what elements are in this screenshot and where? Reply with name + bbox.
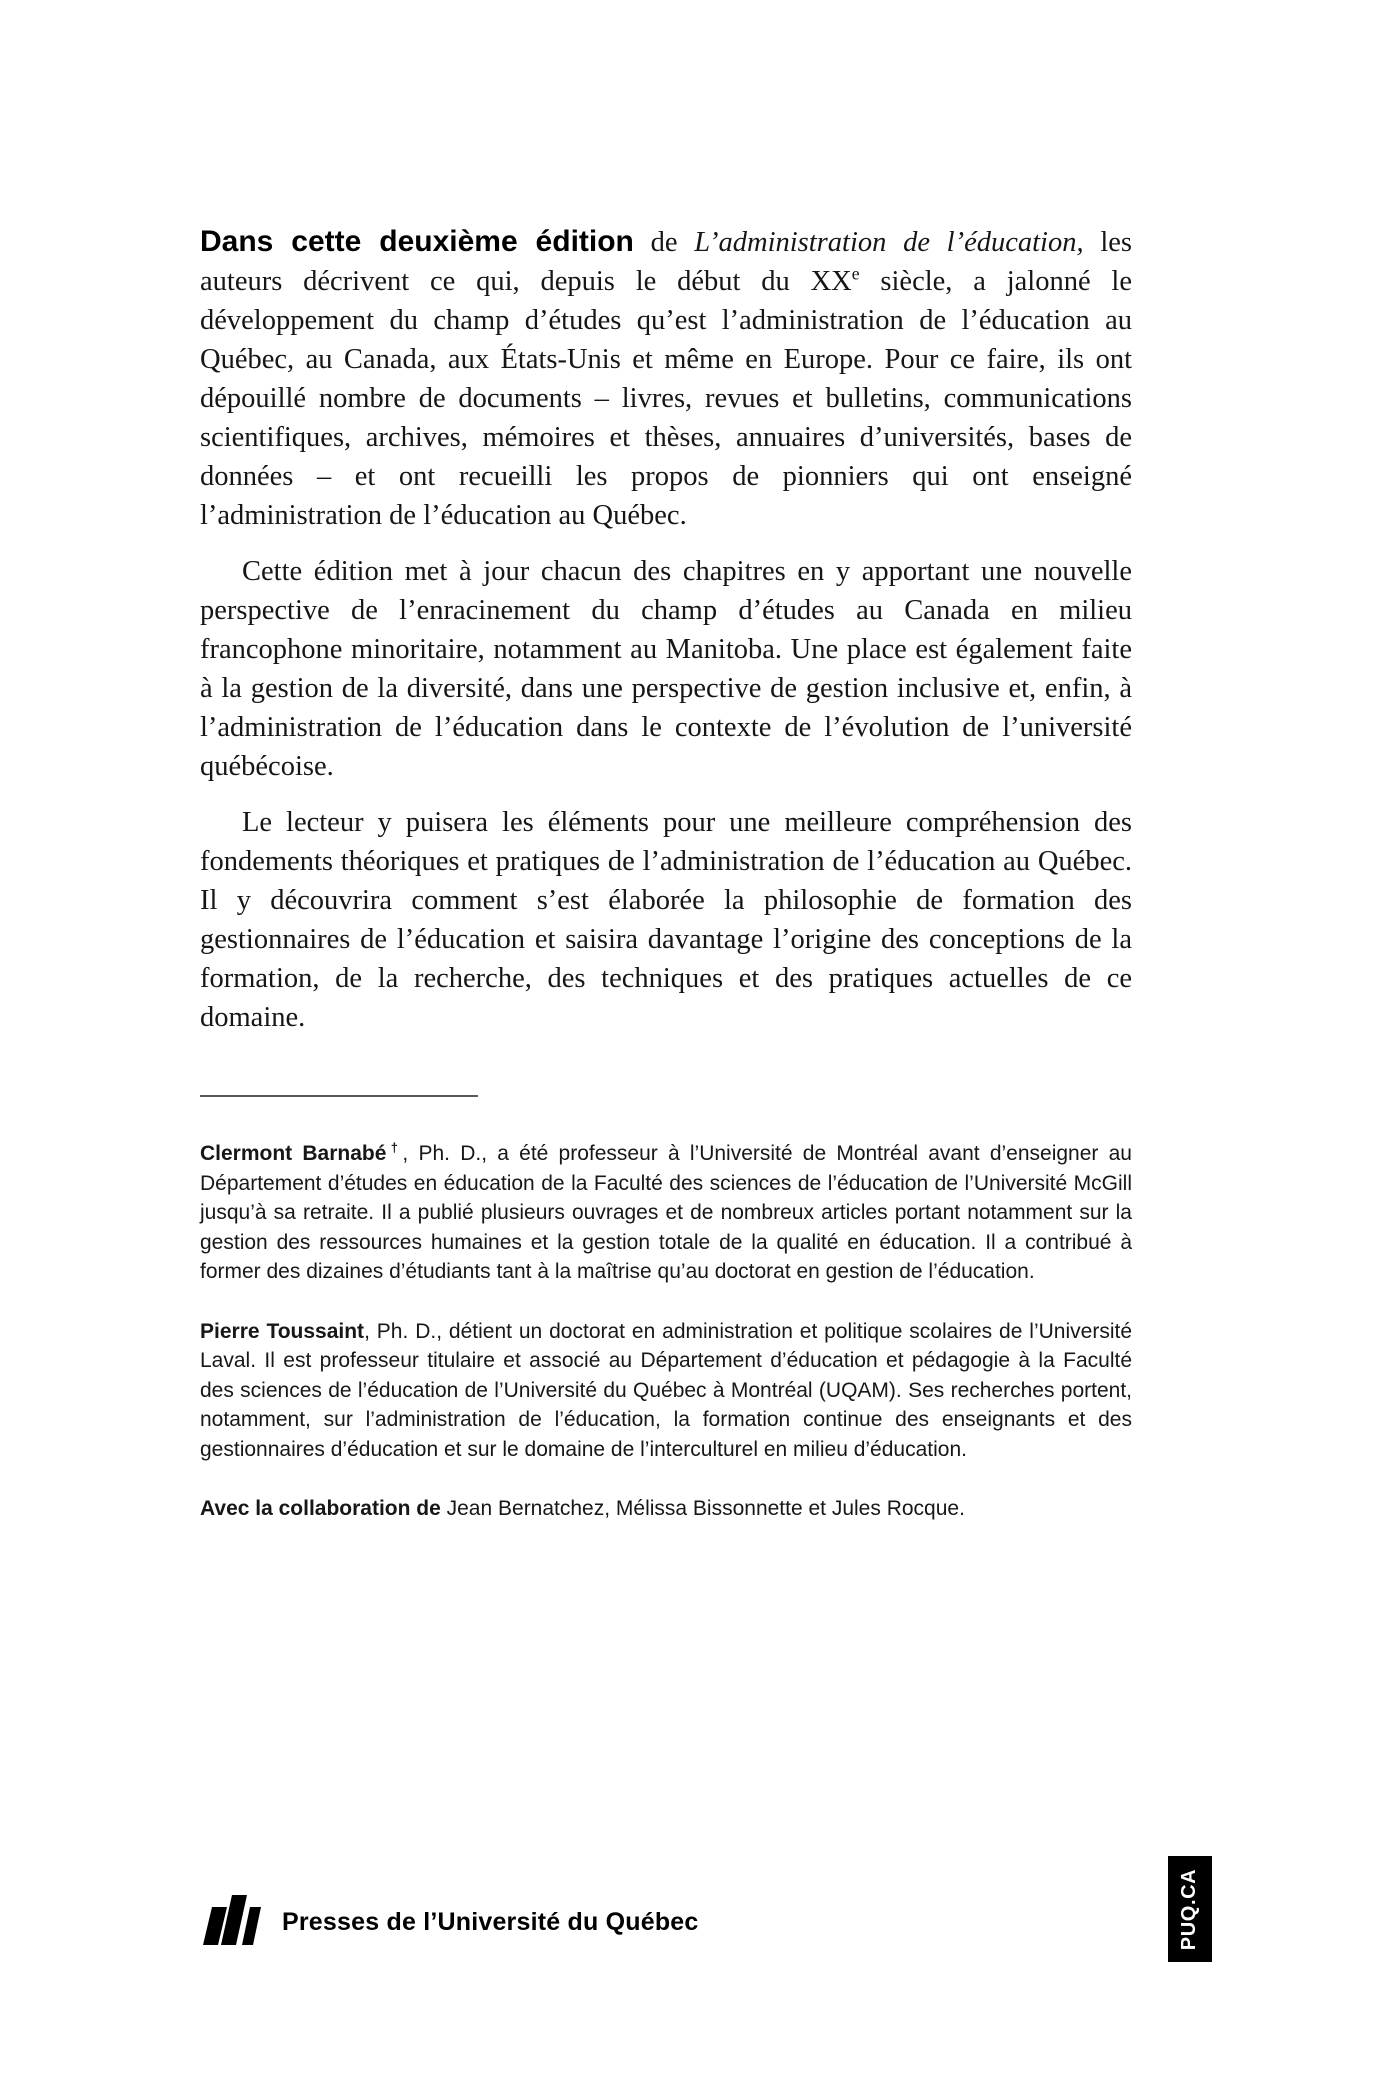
paragraph-2: Cette édition met à jour chacun des chapitres en y apportant une nouvelle perspective de l’enracinement du champ d’études au Canada en milieu francophone minoritaire, notamment au Manitoba. Une place est également faite à la gestion de la diversité, dans une perspective de gestion inclusive et, enfin, à l’administration de l’éducation dans le contexte de l’évolution de l’université québécoise. — [200, 556, 1132, 782]
collaboration-names: Jean Bernatchez, Mélissa Bissonnette et Jules Rocque. — [440, 1497, 965, 1520]
paragraph-1-text-a: les auteurs décrivent ce qui, depuis le début du XX — [200, 227, 1132, 297]
author-bio-barnabe — [200, 1139, 1132, 1287]
author-name-barnabe: Clermont Barnabé — [200, 1142, 387, 1165]
section-divider — [200, 1095, 478, 1097]
back-cover-text — [200, 222, 1132, 1545]
intro-connector: de — [633, 227, 695, 258]
ordinal-superscript: e — [851, 263, 860, 284]
publisher-footer — [200, 1890, 699, 1954]
author-bio-toussaint-text: , Ph. D., détient un doctorat en administration et politique scolaires de l’Université Laval. Il est professeur titulaire et associé au Département d’éducation et pédagogie à la Faculté des sciences de l’éducation de l’Université du Québec à Montréal (UQAM). Ses recherches portent, notamment, sur l’administration de l’éducation, la formation continue des enseignants et des gestionnaires d’éducation et sur le domaine de l’interculturel en milieu d’éducation. — [200, 1319, 1133, 1461]
paragraph-1-text-b: siècle, a jalonné le développement du champ d’études qu’est l’administration de l’éducation au Québec, au Canada, aux États-Unis et même en Europe. Pour ce faire, ils ont dépouillé nombre de documents – livres, revues et bulletins, communications scientifiques, archives, mémoires et thèses, annuaires d’universités, bases de données – et ont recueilli les propos de pionniers qui ont enseigné l’administration de l’éducation au Québec. — [200, 266, 1132, 531]
book-title-italic: L’administration de l’éducation, — [694, 227, 1084, 258]
puq-logo-icon — [200, 1893, 264, 1951]
puq-website-url: PUQ.CA — [1178, 1868, 1201, 1950]
dagger-icon: † — [386, 1140, 403, 1155]
author-bio-barnabe-text: , Ph. D., a été professeur à l’Université de Montréal avant d’enseigner au Département d’études en éducation de la Faculté des sciences de l’éducation de l’Université McGill jusqu’à sa retraite. Il a publié plusieurs ouvrages et de nombreux articles portant notamment sur la gestion des ressources humaines et la gestion totale de la qualité en éducation. Il a contribué à former des dizaines d’étudiants tant à la maîtrise qu’au doctorat en gestion de l’éducation. — [200, 1142, 1132, 1283]
intro-paragraph — [200, 222, 1132, 535]
intro-bold-lead: Dans cette deuxième édition — [200, 225, 634, 258]
collaboration-line — [200, 1494, 1132, 1524]
author-bio-toussaint — [200, 1317, 1132, 1465]
puq-website-banner — [1168, 1856, 1212, 1962]
author-name-toussaint: Pierre Toussaint — [200, 1319, 365, 1343]
publisher-name: Presses de l’Université du Québec — [282, 1907, 699, 1936]
collaboration-lead: Avec la collaboration de — [200, 1497, 441, 1520]
paragraph-3: Le lecteur y puisera les éléments pour une meilleure compréhension des fondements théoriques et pratiques de l’administration de l’éducation au Québec. Il y découvrira comment s’est élaborée la philosophie de formation des gestionnaires de l’éducation et saisira davantage l’origine des conceptions de la formation, de la recherche, des techniques et des pratiques actuelles de ce domaine. — [200, 807, 1132, 1033]
